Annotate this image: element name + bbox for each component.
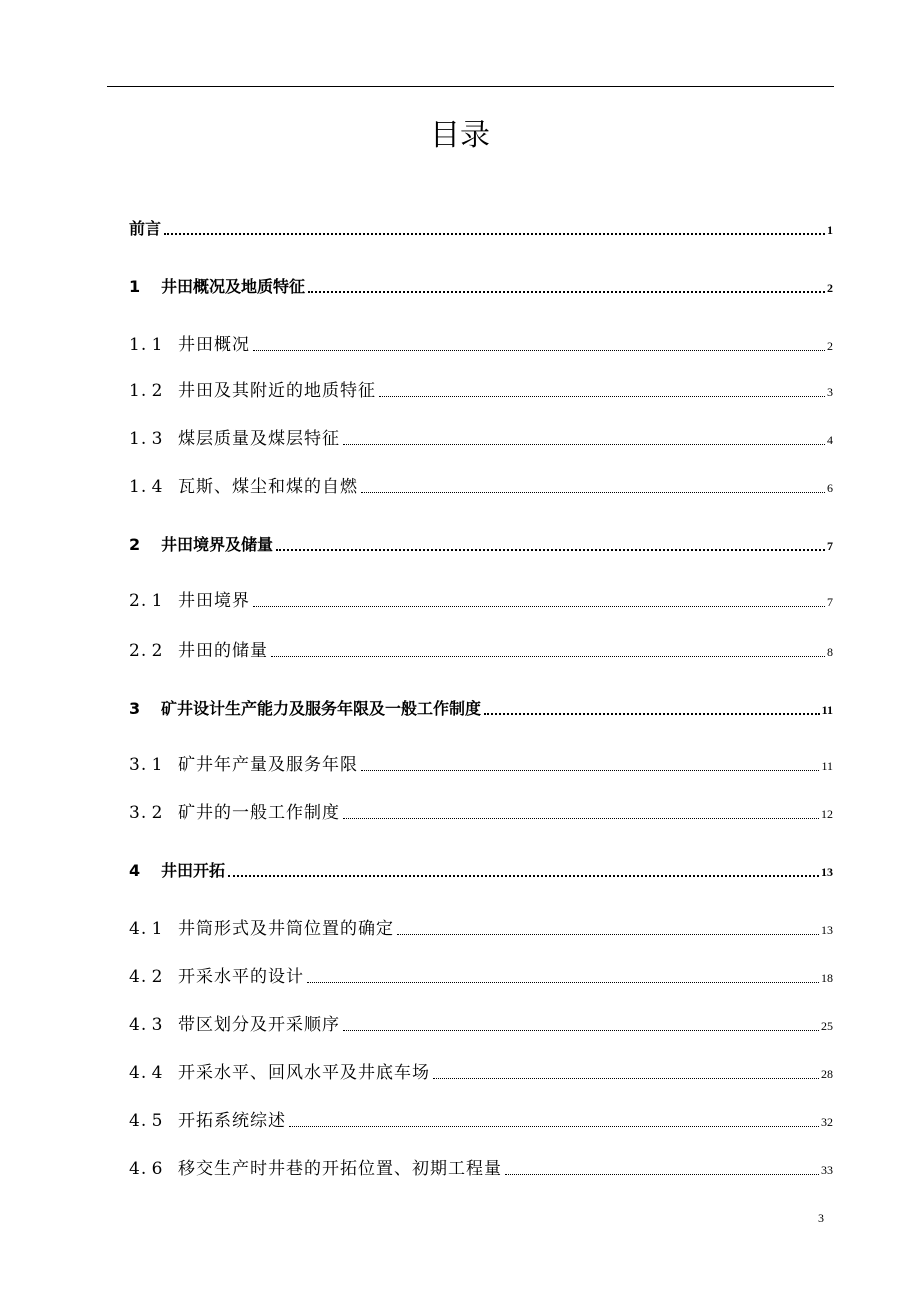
section-number: 1. 3 [129,429,164,449]
page-ref: 12 [821,807,833,821]
section-number: 2 [129,535,141,554]
page-ref: 7 [827,539,833,553]
toc-entry-label [129,698,481,720]
dot-leader [433,1078,819,1079]
section-number: 3. 1 [129,755,164,775]
dot-leader [289,1126,819,1127]
page-ref: 2 [827,281,833,295]
dot-leader [276,549,825,551]
toc-entry[interactable] [129,694,833,720]
page-ref: 7 [827,595,833,609]
dot-leader [271,656,825,657]
dot-leader [343,444,825,445]
toc-entry[interactable] [129,1058,833,1084]
toc-entry-label [129,802,340,824]
page-ref: 1 [827,223,833,237]
section-number: 4. 2 [129,967,164,987]
header-rule [107,86,834,87]
section-number: 4. 6 [129,1159,164,1179]
section-title: 带区划分及开采顺序 [178,1015,340,1035]
toc-entry-label [129,1062,430,1084]
toc-entry-label [129,966,304,988]
toc-entry[interactable] [129,330,833,356]
dot-leader [253,606,825,607]
toc-entry[interactable] [129,214,833,240]
section-number: 1 [129,277,141,296]
page-ref: 25 [821,1019,833,1033]
section-title: 井田开拓 [161,861,226,880]
section-number: 4. 5 [129,1111,164,1131]
toc-entry-label [129,334,250,356]
toc-entry[interactable] [129,586,833,612]
dot-leader [307,982,819,983]
section-title: 开采水平的设计 [178,967,304,987]
section-number: 2. 2 [129,641,164,661]
section-title: 井田境界 [178,591,250,611]
toc-entry-label [129,428,340,450]
page-ref: 6 [827,481,833,495]
dot-leader [343,818,819,819]
dot-leader [484,713,820,715]
section-title: 前言 [129,219,162,238]
toc-entry-label [129,640,268,662]
dot-leader [253,350,825,351]
page-ref: 2 [827,339,833,353]
page-ref: 13 [821,865,833,879]
section-title: 井田概况 [178,335,250,355]
toc-entry[interactable] [129,424,833,450]
section-title: 开拓系统综述 [178,1111,286,1131]
page-ref: 32 [821,1115,833,1129]
dot-leader [379,396,825,397]
toc-entry-label [129,590,250,612]
section-title: 矿井年产量及服务年限 [178,755,358,775]
toc-entry-label [129,754,358,776]
toc-entry[interactable] [129,856,833,882]
page-ref: 33 [821,1163,833,1177]
section-number: 4. 1 [129,919,164,939]
toc-entry[interactable] [129,750,833,776]
section-number: 4. 3 [129,1015,164,1035]
section-title: 开采水平、回风水平及井底车场 [178,1063,430,1083]
toc-entry[interactable] [129,636,833,662]
section-title: 井田境界及储量 [161,535,274,554]
section-title: 井田概况及地质特征 [161,277,306,296]
section-number: 1. 4 [129,477,164,497]
toc-entry[interactable] [129,798,833,824]
page-ref: 28 [821,1067,833,1081]
toc-entry[interactable] [129,376,833,402]
toc-entry-label [129,860,225,882]
toc-entry-label [129,534,273,556]
dot-leader [361,770,819,771]
toc-entry[interactable] [129,1010,833,1036]
dot-leader [361,492,825,493]
toc-entry[interactable] [129,530,833,556]
section-title: 井田及其附近的地质特征 [178,381,376,401]
section-title: 瓦斯、煤尘和煤的自燃 [178,477,358,497]
dot-leader [164,233,825,235]
page-ref: 8 [827,645,833,659]
dot-leader [343,1030,819,1031]
toc-entry-label [129,1110,286,1132]
toc-entry-label [129,918,394,940]
section-title: 煤层质量及煤层特征 [178,429,340,449]
toc-entry-label [129,1014,340,1036]
page-ref: 3 [827,385,833,399]
section-number: 2. 1 [129,591,164,611]
section-number: 1. 1 [129,335,164,355]
dot-leader [505,1174,819,1175]
section-title: 井田的储量 [178,641,268,661]
toc-entry[interactable] [129,472,833,498]
toc-entry[interactable] [129,914,833,940]
section-number: 3 [129,699,141,718]
section-number: 1. 2 [129,381,164,401]
page-ref: 18 [821,971,833,985]
page-ref: 11 [821,759,833,773]
section-number: 4 [129,861,141,880]
toc-entry[interactable] [129,1106,833,1132]
page-ref: 4 [827,433,833,447]
page-ref: 13 [821,923,833,937]
toc-entry-label [129,218,161,240]
toc-entry-label [129,1158,502,1180]
section-title: 移交生产时井巷的开拓位置、初期工程量 [178,1159,502,1179]
toc-entry[interactable] [129,272,833,298]
section-title: 矿井的一般工作制度 [178,803,340,823]
toc-entry-label [129,476,358,498]
dot-leader [308,291,825,293]
page-ref: 11 [821,703,833,717]
toc-entry-label [129,276,305,298]
page-title: 目录 [430,118,490,153]
section-number: 3. 2 [129,803,164,823]
dot-leader [397,934,819,935]
dot-leader [228,875,819,877]
toc-entry[interactable] [129,1154,833,1180]
section-number: 4. 4 [129,1063,164,1083]
page-number: 3 [818,1211,824,1225]
toc-entry-label [129,380,376,402]
toc-entry[interactable] [129,962,833,988]
section-title: 矿井设计生产能力及服务年限及一般工作制度 [161,699,482,718]
section-title: 井筒形式及井筒位置的确定 [178,919,394,939]
